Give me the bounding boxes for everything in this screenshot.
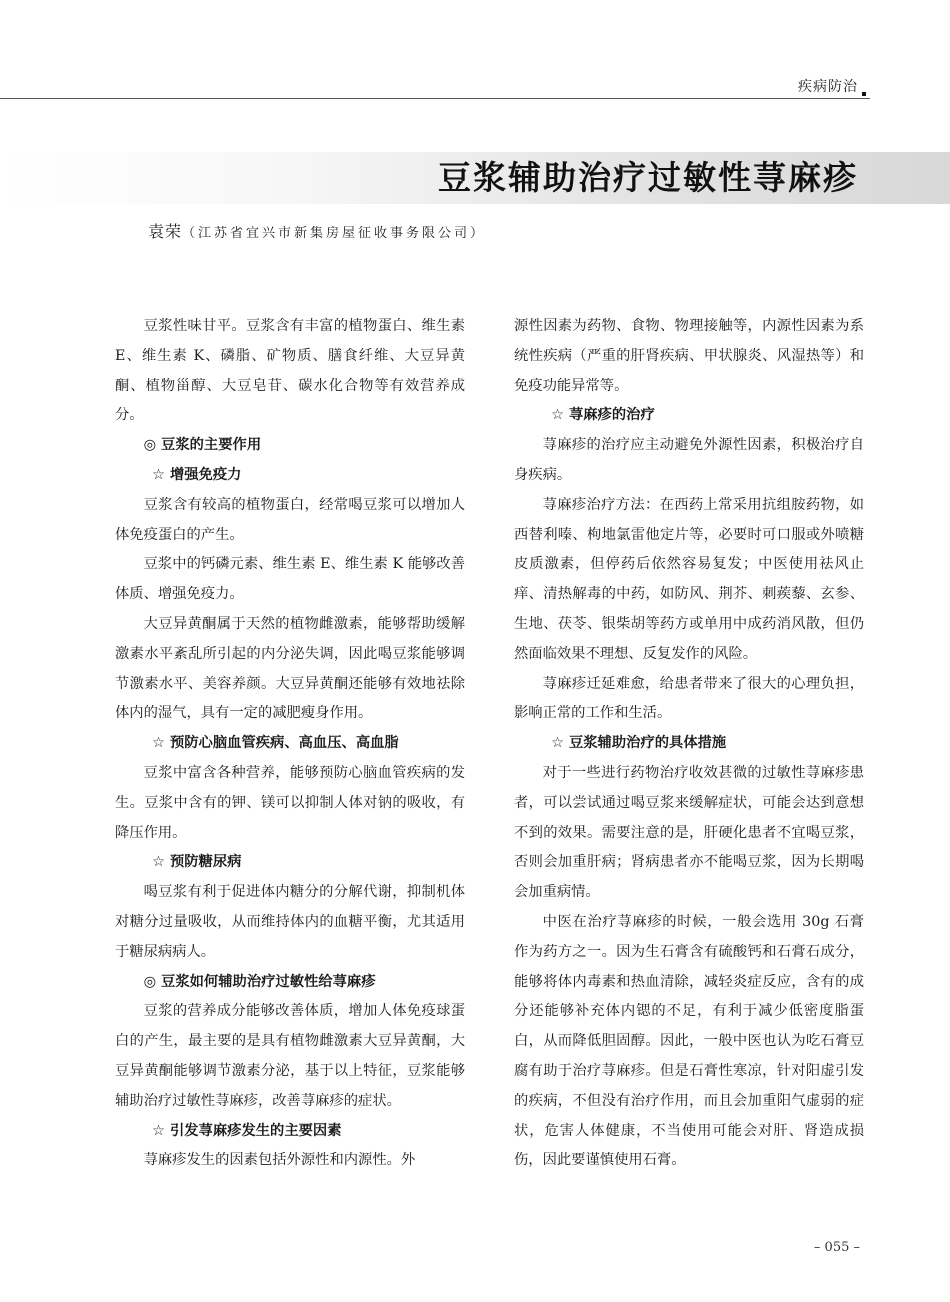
paragraph-continued: 源性因素为药物、食物、物理接触等，内源性因素为系统性疾病（严重的肝肾疾病、甲状腺炎、风湿热等）和免疫功能异常等。 [514, 318, 864, 394]
left-column [115, 312, 465, 1176]
section-heading: ◎ 豆浆的主要作用 [143, 437, 262, 454]
paragraph: 对于一些进行药物治疗收效甚微的过敏性荨麻疹患者，可以尝试通过喝豆浆来缓解症状，可能会达到意想不到的效果。需要注意的是，肝硬化患者不宜喝豆浆，否则会加重肝病；肾病患者亦不能喝豆浆，因为长期喝会加重病情。 [514, 764, 864, 901]
author-affiliation: （江苏省宜兴市新集房屋征收事务限公司） [182, 226, 487, 241]
paragraph: 豆浆性味甘平。豆浆含有丰富的植物蛋白、维生素 E、维生素 K、磷脂、矿物质、膳食纤维、大豆异黄酮、植物甾醇、大豆皂苷、碳水化合物等有效营养成分。 [115, 318, 465, 424]
subsection-heading: ☆ 荨麻疹的治疗 [551, 407, 655, 424]
section-heading: ◎ 豆浆如何辅助治疗过敏性给荨麻疹 [143, 973, 376, 990]
subsection-heading: ☆ 增强免疫力 [152, 466, 242, 483]
paragraph: 豆浆中富含各种营养，能够预防心脑血管疾病的发生。豆浆中含有的钾、镁可以抑制人体对钠的吸收，有降压作用。 [115, 764, 465, 841]
subsection-heading: ☆ 预防心脑血管疾病、高血压、高血脂 [152, 735, 399, 752]
paragraph: 豆浆含有较高的植物蛋白，经常喝豆浆可以增加人体免疫蛋白的产生。 [115, 496, 465, 543]
author-line [148, 219, 486, 242]
section-tag: 疾病防治 [798, 79, 858, 95]
subsection-heading: ☆ 引发荨麻疹发生的主要因素 [152, 1122, 342, 1139]
paragraph: 荨麻疹的治疗应主动避免外源性因素，积极治疗自身疾病。 [514, 437, 864, 483]
author-name: 袁荣 [148, 222, 183, 241]
paragraph: 喝豆浆有利于促进体内糖分的分解代谢，抑制机体对糖分过量吸收，从而维持体内的血糖平衡，尤其适用于糖尿病病人。 [115, 884, 465, 960]
subsection-heading: ☆ 豆浆辅助治疗的具体措施 [551, 735, 727, 752]
paragraph: 大豆异黄酮属于天然的植物雌激素，能够帮助缓解激素水平紊乱所引起的内分泌失调，因此喝豆浆能够调节激素水平、美容养颜。大豆异黄酮还能够有效地祛除体内的湿气，具有一定的减肥瘦身作用。 [115, 615, 465, 722]
subsection-heading: ☆ 预防糖尿病 [152, 854, 242, 871]
header-rule [0, 98, 870, 99]
paragraph: 荨麻疹迁延难愈，给患者带来了很大的心理负担，影响正常的工作和生活。 [514, 675, 864, 722]
article-title: 豆浆辅助治疗过敏性荨麻疹 [438, 158, 858, 197]
section-tag-marker [862, 92, 866, 96]
page-number: – 055 – [813, 1240, 860, 1255]
paragraph: 荨麻疹治疗方法：在西药上常采用抗组胺药物，如西替利嗪、枸地氯雷他定片等，必要时可口服或外喷糖皮质激素，但停药后依然容易复发；中医使用祛风止痒、清热解毒的中药，如防风、荆芥、刺蒺藜、玄参、生地、茯苓、银柴胡等药方或单用中成药消风散，但仍然面临效果不理想、反复发作的风险。 [514, 496, 864, 662]
right-column [514, 312, 864, 1176]
paragraph: 豆浆中的钙磷元素、维生素 E、维生素 K 能够改善体质、增强免疫力。 [115, 556, 465, 603]
paragraph: 荨麻疹发生的因素包括外源性和内源性。外 [143, 1152, 416, 1169]
paragraph: 中医在治疗荨麻疹的时候，一般会选用 30g 石膏作为药方之一。因为生石膏含有硫酸钙和石膏石成分，能够将体内毒素和热血清除，减轻炎症反应，含有的成分还能够补充体内锶的不足，有利于减少低密度脂蛋白，从而降低胆固醇。因此，一般中医也认为吃石膏豆腐有助于治疗荨麻疹。但是石膏性寒凉，针对阳虚引发的疾病，不但没有治疗作用，而且会加重阳气虚弱的症状，危害人体健康，不当使用可能会对肝、肾造成损伤，因此要谨慎使用石膏。 [514, 913, 864, 1169]
paragraph: 豆浆的营养成分能够改善体质，增加人体免疫球蛋白的产生，最主要的是具有植物雌激素大豆异黄酮，大豆异黄酮能够调节激素分泌，基于以上特征，豆浆能够辅助治疗过敏性荨麻疹，改善荨麻疹的症状。 [115, 1003, 465, 1109]
